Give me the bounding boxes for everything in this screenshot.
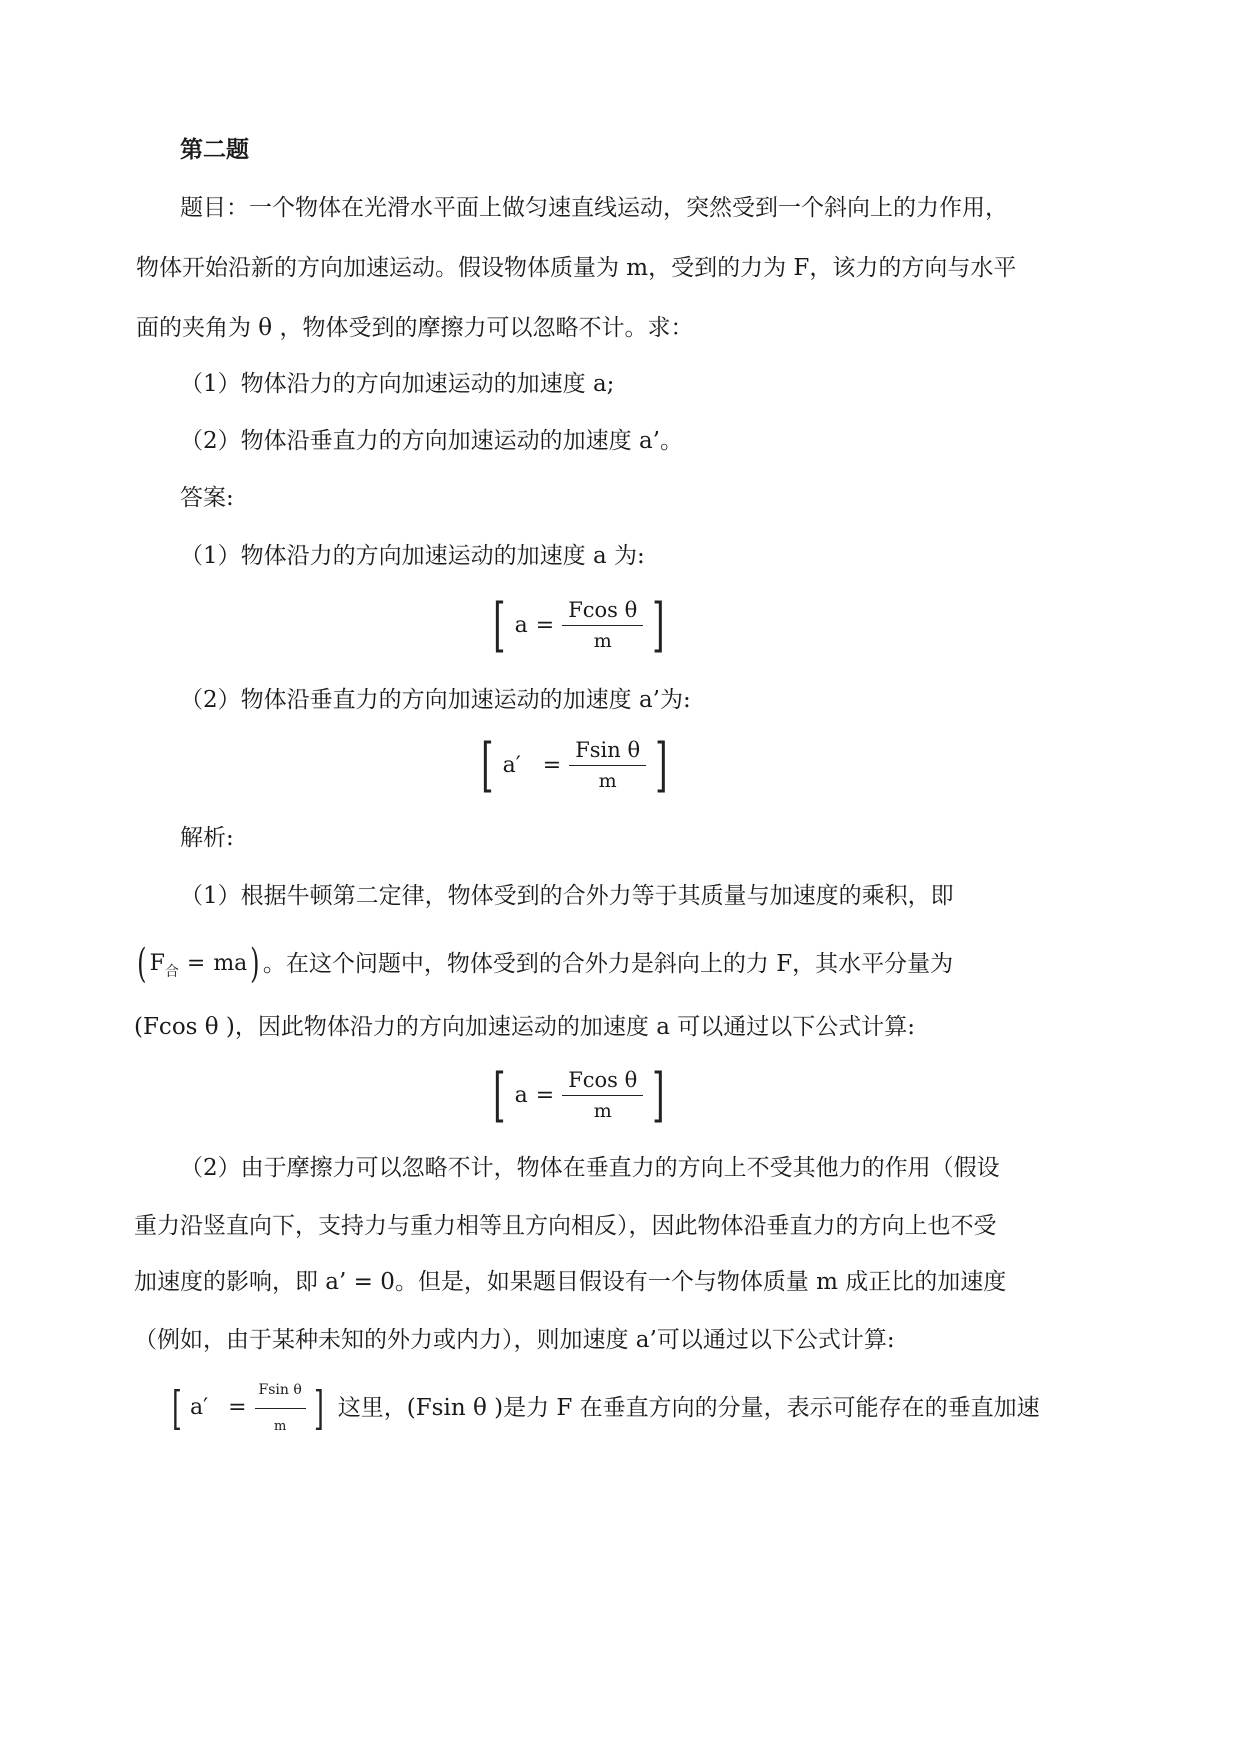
question-1: （1）物体沿力的方向加速运动的加速度 a; bbox=[180, 371, 615, 397]
right-bracket: ] bbox=[652, 1061, 665, 1129]
question-2: （2）物体沿垂直力的方向加速运动的加速度 a’。 bbox=[180, 428, 683, 454]
analysis-p1-line-3: (Fcos θ )，因此物体沿力的方向加速运动的加速度 a 可以通过以下公式计算: bbox=[134, 1014, 915, 1040]
answer-2-text: （2）物体沿垂直力的方向加速运动的加速度 a’为: bbox=[180, 687, 691, 713]
right-bracket: ] bbox=[655, 731, 668, 799]
equation-2-denominator: m bbox=[598, 770, 617, 792]
equation-1-lhs: a bbox=[514, 612, 528, 638]
problem-line-3: 面的夹角为 θ ，物体受到的摩擦力可以忽略不计。求： bbox=[136, 315, 694, 341]
equation-2-equals: = bbox=[542, 752, 562, 778]
analysis-p2-line-5-text: 这里，(Fsin θ )是力 F 在垂直方向的分量，表示可能存在的垂直加速 bbox=[337, 1395, 1040, 1421]
equation-2-fraction bbox=[569, 738, 646, 792]
right-bracket: ] bbox=[652, 591, 665, 659]
inline-equals: = bbox=[186, 951, 206, 976]
inline-force-symbol: F bbox=[149, 951, 165, 976]
analysis-p1-line-1: （1）根据牛顿第二定律，物体受到的合外力等于其质量与加速度的乘积，即 bbox=[180, 883, 954, 909]
equation-4-denominator: m bbox=[273, 1418, 287, 1434]
newton-second-law-inline bbox=[134, 941, 263, 987]
equation-2-numerator: Fsin θ bbox=[569, 738, 646, 766]
right-bracket: ] bbox=[313, 1381, 324, 1435]
inline-force-subscript: 合 bbox=[164, 964, 179, 980]
equation-3-numerator: Fcos θ bbox=[562, 1068, 643, 1096]
answer-1-text: （1）物体沿力的方向加速运动的加速度 a 为: bbox=[180, 543, 645, 569]
left-paren: ( bbox=[137, 941, 147, 987]
equation-3 bbox=[488, 1061, 670, 1129]
analysis-p2-line-5 bbox=[168, 1380, 1040, 1436]
equation-1-equals: = bbox=[535, 612, 555, 638]
analysis-p1-line-2-text: 。在这个问题中，物体受到的合外力是斜向上的力 F，其水平分量为 bbox=[262, 951, 954, 977]
equation-4-equals: = bbox=[228, 1395, 247, 1420]
equation-1 bbox=[488, 591, 670, 659]
analysis-p2-line-3: 加速度的影响，即 a’ = 0。但是，如果题目假设有一个与物体质量 m 成正比的加速度 bbox=[134, 1269, 1007, 1295]
answer-label: 答案: bbox=[180, 485, 234, 511]
problem-line-1: 题目：一个物体在光滑水平面上做匀速直线运动，突然受到一个斜向上的力作用， bbox=[180, 195, 1008, 221]
equation-3-equals: = bbox=[535, 1082, 555, 1108]
equation-4-lhs: a′ bbox=[189, 1395, 209, 1420]
equation-3-fraction bbox=[562, 1068, 643, 1122]
analysis-p2-line-4: （例如，由于某种未知的外力或内力），则加速度 a’可以通过以下公式计算: bbox=[134, 1327, 895, 1353]
analysis-label: 解析: bbox=[180, 825, 234, 851]
analysis-p2-line-1: （2）由于摩擦力可以忽略不计，物体在垂直力的方向上不受其他力的作用（假设 bbox=[180, 1155, 1000, 1181]
analysis-p1-line-2 bbox=[134, 941, 954, 987]
left-bracket: [ bbox=[493, 1061, 506, 1129]
left-bracket: [ bbox=[493, 591, 506, 659]
equation-3-denominator: m bbox=[593, 1100, 612, 1122]
equation-2-lhs: a′ bbox=[502, 752, 521, 778]
inline-rhs: ma bbox=[213, 951, 248, 976]
equation-2 bbox=[476, 731, 673, 799]
equation-4 bbox=[168, 1374, 328, 1443]
equation-4-numerator: Fsin θ bbox=[255, 1374, 306, 1409]
equation-1-numerator: Fcos θ bbox=[562, 598, 643, 626]
equation-4-fraction bbox=[255, 1374, 306, 1443]
right-paren: ) bbox=[250, 941, 260, 987]
equation-1-fraction bbox=[562, 598, 643, 652]
left-bracket: [ bbox=[481, 731, 494, 799]
equation-3-lhs: a bbox=[514, 1082, 528, 1108]
section-heading: 第二题 bbox=[180, 136, 249, 163]
problem-line-2: 物体开始沿新的方向加速运动。假设物体质量为 m，受到的力为 F，该力的方向与水平 bbox=[136, 255, 1017, 281]
left-bracket: [ bbox=[172, 1381, 182, 1435]
analysis-p2-line-2: 重力沿竖直向下，支持力与重力相等且方向相反），因此物体沿垂直力的方向上也不受 bbox=[134, 1213, 997, 1239]
equation-1-denominator: m bbox=[593, 630, 612, 652]
